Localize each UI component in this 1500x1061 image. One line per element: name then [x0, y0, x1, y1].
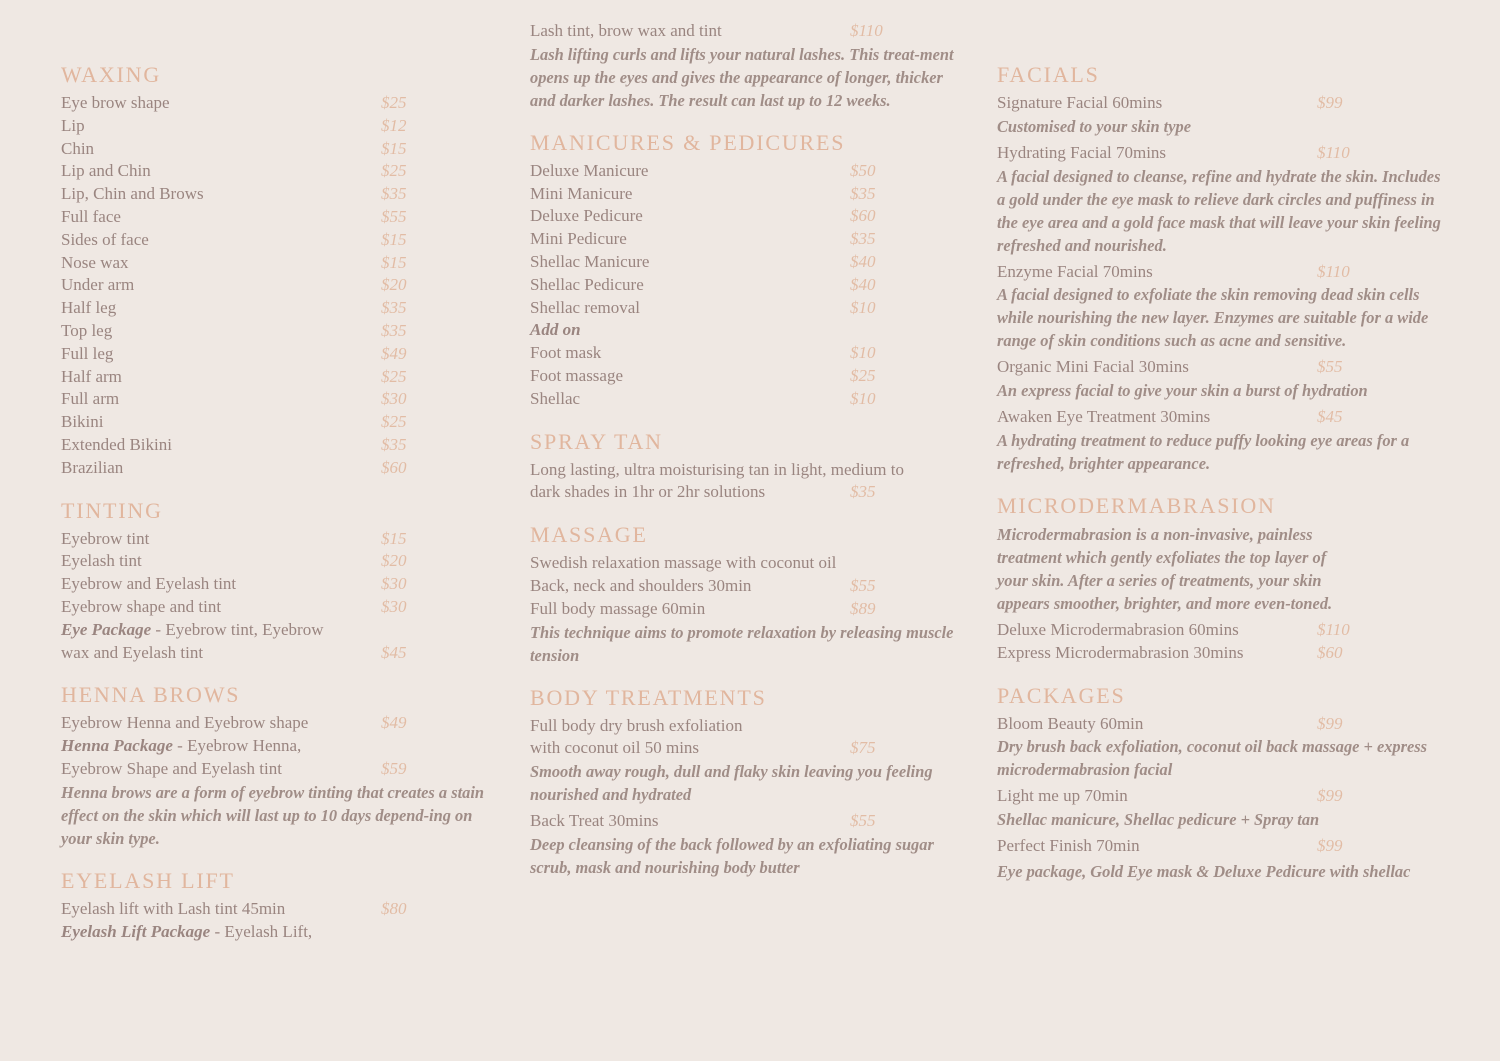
section-heading: PACKAGES: [997, 682, 1126, 708]
service-name: Lip: [61, 115, 85, 135]
service-price: $15: [381, 528, 407, 548]
service-price: $35: [850, 183, 876, 203]
service-price: $10: [850, 297, 876, 317]
service-name: Deluxe Pedicure: [530, 206, 643, 226]
service-name: Brazilian: [61, 457, 124, 477]
service-row: [530, 251, 970, 274]
service-row: [997, 92, 1447, 115]
service-price: $50: [850, 160, 876, 180]
service-price: $35: [381, 298, 407, 318]
service-price: $55: [850, 811, 876, 831]
service-row: [997, 835, 1447, 858]
package-label: Eye Package: [61, 619, 152, 639]
service-name: Full face: [61, 206, 121, 226]
service-description: Customised to your skin type: [997, 116, 1191, 136]
service-row: [530, 297, 970, 320]
service-name: Signature Facial 60mins: [997, 93, 1163, 112]
service-name: Deluxe Microdermabrasion 60mins: [997, 619, 1239, 639]
service-description: Shellac manicure, Shellac pedicure + Spray tan: [997, 810, 1320, 830]
service-row: [61, 160, 501, 183]
section-heading: MANICURES & PEDICURES: [530, 129, 846, 155]
service-row: [530, 365, 970, 388]
service-row: [530, 319, 970, 342]
section-massage: [530, 522, 970, 666]
service-row: [530, 598, 970, 621]
section-spray-tan: [530, 429, 970, 505]
service-price: $15: [381, 229, 407, 249]
service-row: [997, 713, 1447, 736]
service-price: $20: [381, 551, 407, 571]
service-row: [997, 261, 1447, 284]
service-row: [61, 229, 501, 252]
service-name: Awaken Eye Treatment 30mins: [997, 407, 1211, 427]
service-row: [530, 715, 970, 738]
section-heading: MICRODERMABRASION: [997, 492, 1276, 518]
service-price: $15: [381, 252, 407, 272]
service-name: Sides of face: [61, 229, 149, 249]
service-row: [61, 758, 501, 781]
service-name: Full arm: [61, 389, 120, 409]
service-name: Eyelash tint: [61, 551, 142, 571]
service-price: $40: [850, 251, 876, 271]
service-row: [61, 274, 501, 297]
section-heading: BODY TREATMENTS: [530, 684, 767, 710]
service-row: [997, 619, 1447, 642]
service-description: A facial designed to cleanse, refine and hydrate the skin. Includes a gold under the eye mask to relieve dark circles and puffiness in the eye area and a gold face mask that will leave your skin feeling refreshed and nourished.: [997, 166, 1441, 255]
service-row: [61, 138, 501, 161]
service-price: $30: [381, 389, 407, 409]
service-price: $99: [1317, 836, 1343, 856]
service-name: Full body dry brush exfoliation: [530, 715, 743, 735]
service-price: $25: [381, 366, 407, 386]
service-price: $49: [381, 713, 407, 733]
service-price: $49: [381, 343, 407, 363]
section-continued: [530, 20, 970, 112]
service-row: [61, 898, 501, 921]
service-price: $60: [850, 206, 876, 226]
service-description: Smooth away rough, dull and flaky skin leaving you feeling nourished and hydrated: [530, 762, 933, 805]
service-name: Shellac removal: [530, 297, 640, 317]
service-name: Back, neck and shoulders 30min: [530, 575, 752, 595]
service-description: A facial designed to exfoliate the skin removing dead skin cells while nourishing the new layer. Enzymes are suitable for a wide range of skin conditions such as acne and sensitive.: [997, 285, 1429, 351]
service-name: Eyebrow tint: [61, 528, 150, 548]
service-price: $80: [381, 898, 407, 918]
service-price: $10: [850, 343, 876, 363]
service-price: $55: [1317, 357, 1343, 377]
service-row: [61, 343, 501, 366]
service-price: $25: [381, 412, 407, 432]
service-row: [530, 205, 970, 228]
service-name: with coconut oil 50 mins: [530, 738, 700, 758]
service-row: [61, 642, 501, 665]
service-row: [61, 434, 501, 457]
service-price: $60: [381, 457, 407, 477]
service-name: Express Microdermabrasion 30mins: [997, 642, 1244, 662]
column-left: [61, 62, 501, 961]
service-price: $45: [381, 642, 407, 662]
service-name: Hydrating Facial 70mins: [997, 142, 1167, 162]
service-row: [61, 596, 501, 619]
service-price: $55: [381, 206, 407, 226]
service-name: - Eyelash Lift,: [210, 921, 313, 941]
service-name: Nose wax: [61, 252, 129, 272]
service-name: Under arm: [61, 275, 135, 295]
service-price: $110: [1317, 261, 1350, 281]
package-label: Add on: [530, 320, 581, 340]
service-name: Eye brow shape: [61, 93, 170, 112]
section-eyelash-lift: [61, 868, 501, 944]
service-price: $25: [850, 365, 876, 385]
service-price: $35: [850, 482, 876, 502]
service-description: This technique aims to promote relaxation by releasing muscle tension: [530, 622, 954, 665]
service-name: Full leg: [61, 343, 114, 363]
service-row: [997, 356, 1447, 379]
column-middle: [530, 21, 970, 897]
service-row: [997, 406, 1447, 429]
service-price: $35: [850, 229, 876, 249]
service-row: [997, 785, 1447, 808]
section-facials: [997, 62, 1447, 475]
service-price: $25: [381, 93, 407, 112]
service-name: Mini Pedicure: [530, 229, 627, 249]
service-name: wax and Eyelash tint: [61, 642, 204, 662]
service-row: [61, 550, 501, 573]
service-price: $99: [1317, 786, 1343, 806]
service-price: $15: [381, 138, 407, 158]
service-row: [61, 411, 501, 434]
service-price: $110: [1317, 619, 1350, 639]
service-row: [61, 115, 501, 138]
service-row: [530, 160, 970, 183]
service-price: $10: [850, 388, 876, 408]
service-name: Lash tint, brow wax and tint: [530, 21, 722, 40]
section-body-treatments: [530, 685, 970, 879]
service-price: $89: [850, 598, 876, 618]
section-heading: FACIALS: [997, 62, 1100, 87]
service-row: [530, 459, 970, 482]
service-description: A hydrating treatment to reduce puffy looking eye areas for a refreshed, brighter appearance.: [997, 430, 1410, 473]
service-price: $12: [381, 115, 407, 135]
service-row: [61, 366, 501, 389]
service-row: [530, 388, 970, 411]
service-name: Foot massage: [530, 365, 624, 385]
service-name: Shellac: [530, 388, 581, 408]
service-row: [530, 737, 970, 760]
service-name: Enzyme Facial 70mins: [997, 261, 1153, 281]
service-name: Bikini: [61, 412, 104, 432]
service-name: Top leg: [61, 320, 113, 340]
service-name: Back Treat 30mins: [530, 811, 659, 831]
section-waxing: [61, 62, 501, 480]
service-description: Microdermabrasion is a non-invasive, painless treatment which gently exfoliates the top layer of your skin. After a series of treatments, your skin appears smoother, brighter, and more even-toned.: [997, 524, 1333, 613]
section-heading: WAXING: [61, 62, 162, 87]
service-price: $99: [1317, 93, 1343, 112]
service-row: [61, 252, 501, 275]
section-heading: HENNA BROWS: [61, 682, 241, 708]
service-row: [530, 20, 970, 43]
service-row: [61, 183, 501, 206]
section-heading: TINTING: [61, 497, 163, 523]
service-price: $35: [381, 320, 407, 340]
section-heading: MASSAGE: [530, 522, 648, 548]
service-price: $60: [1317, 642, 1343, 662]
service-row: [997, 142, 1447, 165]
section-tinting: [61, 498, 501, 665]
service-row: [530, 183, 970, 206]
service-description: Dry brush back exfoliation, coconut oil back massage + express microdermabrasion facial: [997, 737, 1428, 780]
service-row: [530, 342, 970, 365]
service-row: [61, 619, 501, 642]
service-name: Perfect Finish 70min: [997, 836, 1140, 856]
service-price: $110: [850, 21, 883, 40]
service-row: [61, 92, 501, 115]
service-name: Mini Manicure: [530, 183, 633, 203]
section-microdermabrasion: [997, 493, 1447, 665]
service-name: Lip, Chin and Brows: [61, 184, 204, 204]
service-row: [530, 575, 970, 598]
service-price: $35: [381, 184, 407, 204]
service-name: Half arm: [61, 366, 122, 386]
service-name: Swedish relaxation massage with coconut oil: [530, 553, 837, 573]
service-row: [530, 274, 970, 297]
service-name: Long lasting, ultra moisturising tan in light, medium to: [530, 459, 904, 479]
service-price: $59: [381, 758, 407, 778]
service-row: [530, 481, 970, 504]
service-name: - Eyebrow Henna,: [172, 736, 302, 756]
service-price: $30: [381, 574, 407, 594]
section-henna-brows: [61, 682, 501, 849]
section-heading: EYELASH LIFT: [61, 867, 235, 893]
service-name: Half leg: [61, 298, 117, 318]
service-description: Deep cleansing of the back followed by an exfoliating sugar scrub, mask and nourishing body butter: [530, 834, 934, 877]
section-manicures-pedicures: [530, 130, 970, 411]
service-row: [61, 573, 501, 596]
service-price: $75: [850, 738, 876, 758]
service-row: [997, 642, 1447, 665]
service-name: Eyebrow and Eyelash tint: [61, 574, 237, 594]
service-row: [61, 712, 501, 735]
column-right: [997, 62, 1447, 903]
package-label: Henna Package: [61, 736, 173, 756]
service-name: Shellac Pedicure: [530, 274, 644, 294]
service-description: Eye package, Gold Eye mask & Deluxe Pedicure with shellac: [997, 861, 1411, 881]
service-price: $45: [1317, 407, 1343, 427]
service-description: Lash lifting curls and lifts your natural lashes. This treat-ment opens up the eyes and gives the appearance of longer, thicker and darker lashes. The result can last up to 12 weeks.: [530, 44, 954, 110]
service-row: [61, 735, 501, 758]
service-price: $55: [850, 575, 876, 595]
service-name: Organic Mini Facial 30mins: [997, 357, 1189, 377]
service-name: Shellac Manicure: [530, 251, 650, 271]
service-name: Eyebrow shape and tint: [61, 596, 222, 616]
section-heading: SPRAY TAN: [530, 428, 663, 454]
service-name: Chin: [61, 138, 95, 158]
service-name: - Eyebrow tint, Eyebrow: [151, 619, 324, 639]
service-row: [61, 297, 501, 320]
service-name: Light me up 70min: [997, 786, 1128, 806]
service-price: $20: [381, 275, 407, 295]
service-row: [61, 320, 501, 343]
service-name: Eyelash lift with Lash tint 45min: [61, 898, 286, 918]
service-price: $35: [381, 434, 407, 454]
service-name: Eyebrow Shape and Eyelash tint: [61, 758, 282, 778]
package-label: Eyelash Lift Package: [61, 921, 211, 941]
service-price: $40: [850, 274, 876, 294]
service-price: $30: [381, 596, 407, 616]
service-name: Extended Bikini: [61, 434, 172, 454]
service-row: [61, 528, 501, 551]
service-row: [61, 388, 501, 411]
service-description: An express facial to give your skin a burst of hydration: [997, 381, 1368, 401]
service-name: dark shades in 1hr or 2hr solutions: [530, 482, 766, 502]
section-packages: [997, 683, 1447, 885]
service-row: [61, 457, 501, 480]
service-name: Full body massage 60min: [530, 598, 706, 618]
service-name: Deluxe Manicure: [530, 160, 649, 180]
service-price: $110: [1317, 142, 1350, 162]
service-row: [530, 810, 970, 833]
service-name: Foot mask: [530, 343, 602, 363]
service-price: $99: [1317, 713, 1343, 733]
service-name: Eyebrow Henna and Eyebrow shape: [61, 713, 309, 733]
service-price: $25: [381, 161, 407, 181]
service-row: [61, 206, 501, 229]
service-row: [530, 228, 970, 251]
service-name: Bloom Beauty 60min: [997, 713, 1144, 733]
service-description: Henna brows are a form of eyebrow tinting that creates a stain effect on the skin which will last up to 10 days depend-ing on your skin type.: [61, 782, 484, 848]
service-row: [530, 552, 970, 575]
service-row: [61, 921, 501, 944]
service-name: Lip and Chin: [61, 161, 151, 181]
